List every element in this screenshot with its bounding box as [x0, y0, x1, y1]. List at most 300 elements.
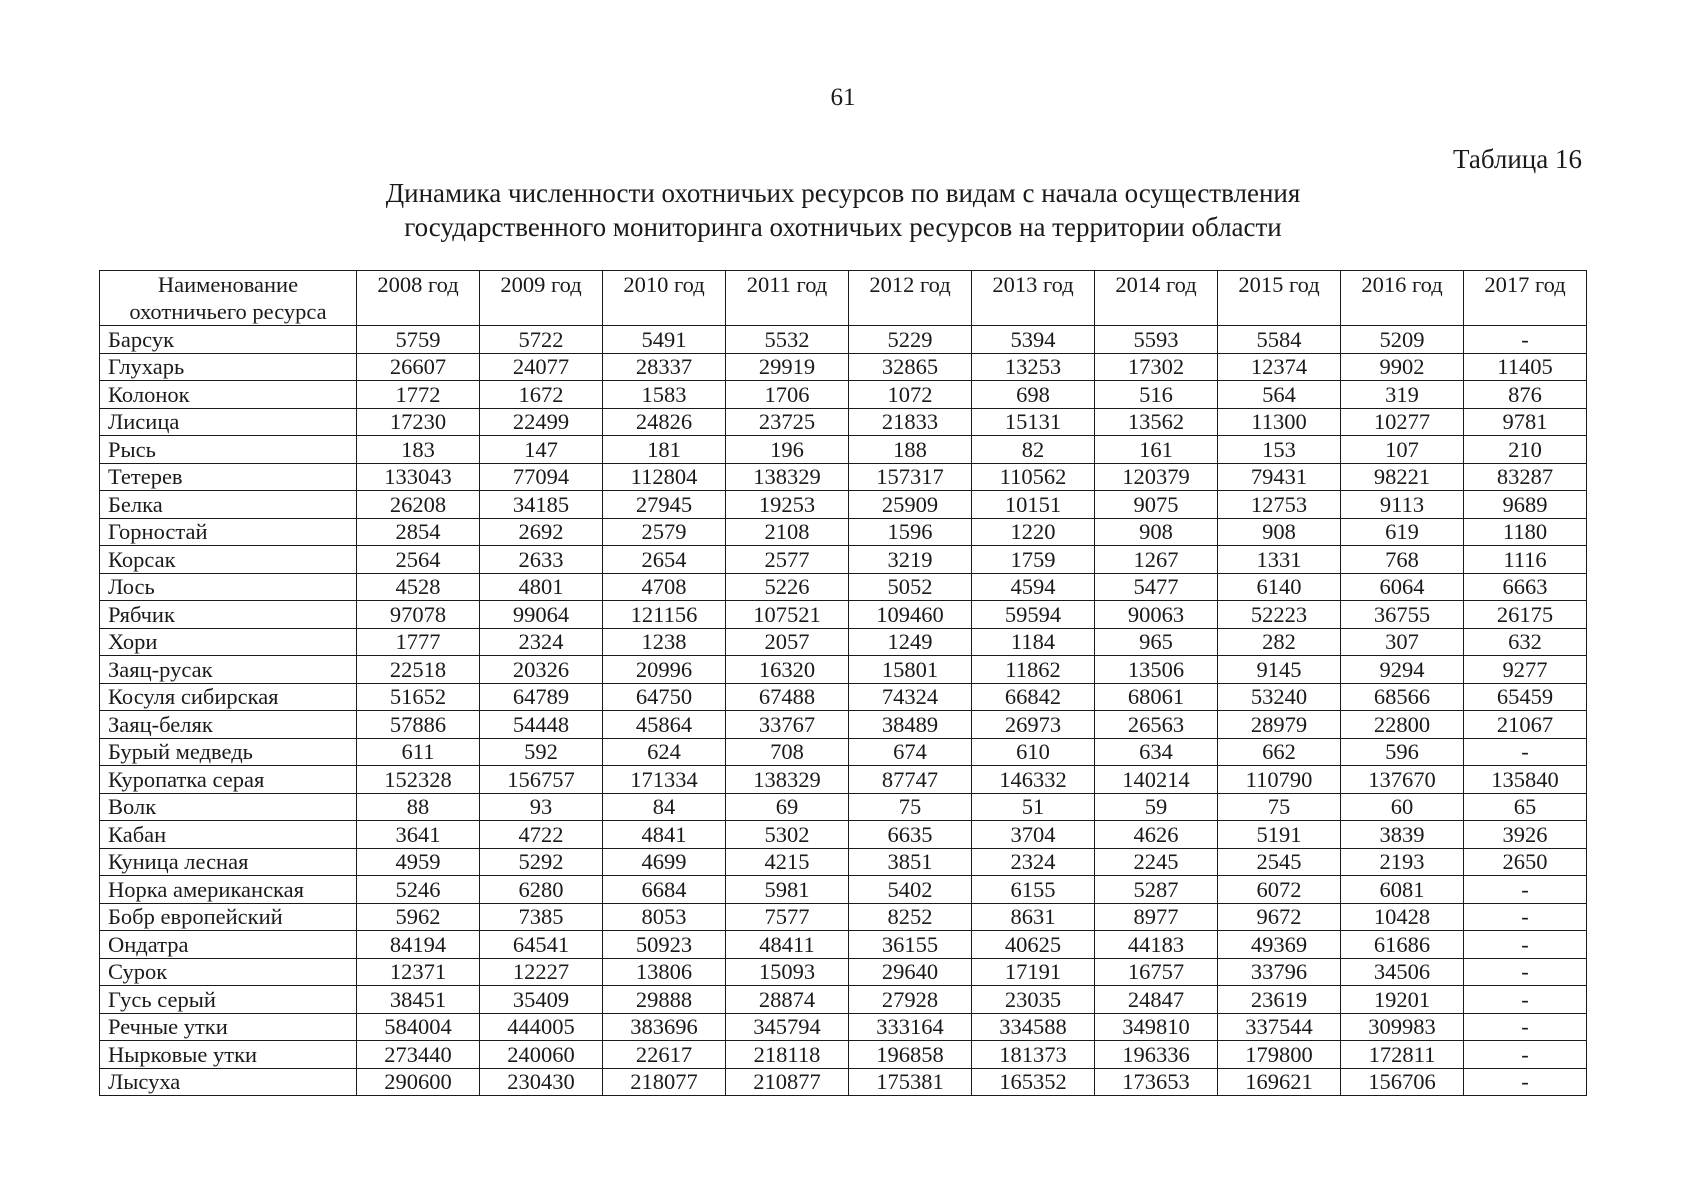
- value-cell: 152328: [357, 766, 480, 794]
- table-row: [100, 353, 1587, 381]
- value-cell: 54448: [480, 711, 603, 739]
- resource-name-cell: Ондатра: [100, 931, 357, 959]
- value-cell: 156757: [480, 766, 603, 794]
- resource-name-cell: Сурок: [100, 958, 357, 986]
- value-cell: 38451: [357, 986, 480, 1014]
- value-cell: 5226: [726, 573, 849, 601]
- value-cell: 133043: [357, 463, 480, 491]
- value-cell: 4722: [480, 821, 603, 849]
- value-cell: 2108: [726, 518, 849, 546]
- value-cell: 181: [603, 436, 726, 464]
- value-cell: 60: [1341, 793, 1464, 821]
- value-cell: 69: [726, 793, 849, 821]
- value-cell: 3851: [849, 848, 972, 876]
- table-row: [100, 931, 1587, 959]
- value-cell: 8977: [1095, 903, 1218, 931]
- resource-name-cell: Норка американская: [100, 876, 357, 904]
- value-cell: 17302: [1095, 353, 1218, 381]
- value-cell: 634: [1095, 738, 1218, 766]
- value-cell: 40625: [972, 931, 1095, 959]
- value-cell: 1583: [603, 381, 726, 409]
- value-cell: 24847: [1095, 986, 1218, 1014]
- value-cell: 908: [1218, 518, 1341, 546]
- value-cell: 674: [849, 738, 972, 766]
- value-cell: 610: [972, 738, 1095, 766]
- value-cell: 5402: [849, 876, 972, 904]
- resource-name-cell: Заяц-русак: [100, 656, 357, 684]
- value-cell: 196336: [1095, 1041, 1218, 1069]
- header-year-2008: 2008 год: [357, 271, 480, 326]
- resource-name-cell: Лось: [100, 573, 357, 601]
- value-cell: 183: [357, 436, 480, 464]
- value-cell: 1184: [972, 628, 1095, 656]
- value-cell: 1116: [1464, 546, 1587, 574]
- value-cell: 1596: [849, 518, 972, 546]
- value-cell: 16320: [726, 656, 849, 684]
- value-cell: 28979: [1218, 711, 1341, 739]
- page-number: 61: [830, 84, 856, 111]
- value-cell: 6081: [1341, 876, 1464, 904]
- value-cell: 165352: [972, 1068, 1095, 1096]
- value-cell: 10428: [1341, 903, 1464, 931]
- value-cell: 97078: [357, 601, 480, 629]
- header-year-2014: 2014 год: [1095, 271, 1218, 326]
- value-cell: 29888: [603, 986, 726, 1014]
- header-resource-name: Наименование охотничьего ресурса: [100, 271, 357, 326]
- value-cell: 188: [849, 436, 972, 464]
- value-cell: 77094: [480, 463, 603, 491]
- value-cell: 564: [1218, 381, 1341, 409]
- value-cell: 64789: [480, 683, 603, 711]
- value-cell: 611: [357, 738, 480, 766]
- value-cell: 172811: [1341, 1041, 1464, 1069]
- value-cell: 768: [1341, 546, 1464, 574]
- value-cell: 2577: [726, 546, 849, 574]
- table-row: [100, 436, 1587, 464]
- value-cell: 75: [1218, 793, 1341, 821]
- value-cell: 138329: [726, 463, 849, 491]
- value-cell: 173653: [1095, 1068, 1218, 1096]
- value-cell: -: [1464, 931, 1587, 959]
- value-cell: 5191: [1218, 821, 1341, 849]
- value-cell: 21067: [1464, 711, 1587, 739]
- value-cell: 345794: [726, 1013, 849, 1041]
- value-cell: 13806: [603, 958, 726, 986]
- value-cell: 698: [972, 381, 1095, 409]
- header-year-2010: 2010 год: [603, 271, 726, 326]
- table-row: [100, 381, 1587, 409]
- value-cell: 908: [1095, 518, 1218, 546]
- value-cell: 4215: [726, 848, 849, 876]
- value-cell: 196: [726, 436, 849, 464]
- resource-name-cell: Бобр европейский: [100, 903, 357, 931]
- value-cell: 5302: [726, 821, 849, 849]
- header-year-2015: 2015 год: [1218, 271, 1341, 326]
- resource-name-cell: Рябчик: [100, 601, 357, 629]
- value-cell: 19201: [1341, 986, 1464, 1014]
- value-cell: 6635: [849, 821, 972, 849]
- value-cell: 2633: [480, 546, 603, 574]
- value-cell: 74324: [849, 683, 972, 711]
- value-cell: 15093: [726, 958, 849, 986]
- value-cell: 4801: [480, 573, 603, 601]
- value-cell: 1759: [972, 546, 1095, 574]
- table-row: [100, 711, 1587, 739]
- value-cell: 6064: [1341, 573, 1464, 601]
- header-year-2013: 2013 год: [972, 271, 1095, 326]
- value-cell: 5981: [726, 876, 849, 904]
- value-cell: 29919: [726, 353, 849, 381]
- value-cell: 2854: [357, 518, 480, 546]
- value-cell: 2579: [603, 518, 726, 546]
- value-cell: 138329: [726, 766, 849, 794]
- value-cell: 5246: [357, 876, 480, 904]
- table-row: [100, 573, 1587, 601]
- value-cell: 20326: [480, 656, 603, 684]
- value-cell: 44183: [1095, 931, 1218, 959]
- value-cell: 9113: [1341, 491, 1464, 519]
- value-cell: 1777: [357, 628, 480, 656]
- value-cell: 13562: [1095, 408, 1218, 436]
- value-cell: 53240: [1218, 683, 1341, 711]
- value-cell: 51652: [357, 683, 480, 711]
- value-cell: 21833: [849, 408, 972, 436]
- value-cell: 99064: [480, 601, 603, 629]
- value-cell: 68566: [1341, 683, 1464, 711]
- value-cell: 9294: [1341, 656, 1464, 684]
- value-cell: 9781: [1464, 408, 1587, 436]
- value-cell: 67488: [726, 683, 849, 711]
- value-cell: -: [1464, 958, 1587, 986]
- resource-name-cell: Куница лесная: [100, 848, 357, 876]
- table-row: [100, 601, 1587, 629]
- value-cell: 708: [726, 738, 849, 766]
- resource-name-cell: Барсук: [100, 326, 357, 354]
- value-cell: 107: [1341, 436, 1464, 464]
- value-cell: 444005: [480, 1013, 603, 1041]
- value-cell: 2245: [1095, 848, 1218, 876]
- value-cell: -: [1464, 1068, 1587, 1096]
- value-cell: 2564: [357, 546, 480, 574]
- value-cell: 48411: [726, 931, 849, 959]
- value-cell: 8631: [972, 903, 1095, 931]
- value-cell: -: [1464, 326, 1587, 354]
- value-cell: 35409: [480, 986, 603, 1014]
- value-cell: 218077: [603, 1068, 726, 1096]
- table-label: Таблица 16: [1453, 144, 1582, 174]
- value-cell: 1180: [1464, 518, 1587, 546]
- value-cell: 1267: [1095, 546, 1218, 574]
- value-cell: 33796: [1218, 958, 1341, 986]
- value-cell: 9902: [1341, 353, 1464, 381]
- resource-name-cell: Рысь: [100, 436, 357, 464]
- value-cell: 36755: [1341, 601, 1464, 629]
- value-cell: 1249: [849, 628, 972, 656]
- table-row: [100, 958, 1587, 986]
- resource-name-cell: Заяц-беляк: [100, 711, 357, 739]
- value-cell: 175381: [849, 1068, 972, 1096]
- value-cell: 22617: [603, 1041, 726, 1069]
- value-cell: 137670: [1341, 766, 1464, 794]
- value-cell: 157317: [849, 463, 972, 491]
- value-cell: 8252: [849, 903, 972, 931]
- value-cell: 32865: [849, 353, 972, 381]
- value-cell: 16757: [1095, 958, 1218, 986]
- value-cell: 57886: [357, 711, 480, 739]
- value-cell: 584004: [357, 1013, 480, 1041]
- table-row: [100, 683, 1587, 711]
- value-cell: -: [1464, 1041, 1587, 1069]
- value-cell: 26607: [357, 353, 480, 381]
- value-cell: 36155: [849, 931, 972, 959]
- value-cell: -: [1464, 876, 1587, 904]
- value-cell: 26973: [972, 711, 1095, 739]
- table-row: [100, 656, 1587, 684]
- value-cell: 662: [1218, 738, 1341, 766]
- resource-name-cell: Хори: [100, 628, 357, 656]
- value-cell: 5394: [972, 326, 1095, 354]
- value-cell: 4699: [603, 848, 726, 876]
- value-cell: 82: [972, 436, 1095, 464]
- value-cell: 337544: [1218, 1013, 1341, 1041]
- header-year-2017: 2017 год: [1464, 271, 1587, 326]
- value-cell: 23619: [1218, 986, 1341, 1014]
- value-cell: 120379: [1095, 463, 1218, 491]
- resource-name-cell: Куропатка серая: [100, 766, 357, 794]
- value-cell: 15801: [849, 656, 972, 684]
- value-cell: 11300: [1218, 408, 1341, 436]
- value-cell: 28874: [726, 986, 849, 1014]
- value-cell: 19253: [726, 491, 849, 519]
- value-cell: 34506: [1341, 958, 1464, 986]
- value-cell: 12371: [357, 958, 480, 986]
- value-cell: 6684: [603, 876, 726, 904]
- value-cell: 61686: [1341, 931, 1464, 959]
- value-cell: 516: [1095, 381, 1218, 409]
- value-cell: 592: [480, 738, 603, 766]
- value-cell: 6155: [972, 876, 1095, 904]
- value-cell: 7385: [480, 903, 603, 931]
- value-cell: 15131: [972, 408, 1095, 436]
- value-cell: 240060: [480, 1041, 603, 1069]
- resource-name-cell: Бурый медведь: [100, 738, 357, 766]
- value-cell: 309983: [1341, 1013, 1464, 1041]
- table-body: [100, 326, 1587, 1096]
- value-cell: 624: [603, 738, 726, 766]
- value-cell: 3219: [849, 546, 972, 574]
- value-cell: 1331: [1218, 546, 1341, 574]
- value-cell: 65459: [1464, 683, 1587, 711]
- resource-name-cell: Тетерев: [100, 463, 357, 491]
- value-cell: 9075: [1095, 491, 1218, 519]
- value-cell: 596: [1341, 738, 1464, 766]
- value-cell: 5491: [603, 326, 726, 354]
- value-cell: 153: [1218, 436, 1341, 464]
- table-row: [100, 1041, 1587, 1069]
- value-cell: 5477: [1095, 573, 1218, 601]
- value-cell: 632: [1464, 628, 1587, 656]
- value-cell: 84194: [357, 931, 480, 959]
- value-cell: 161: [1095, 436, 1218, 464]
- value-cell: 1672: [480, 381, 603, 409]
- value-cell: 22499: [480, 408, 603, 436]
- table-row: [100, 876, 1587, 904]
- value-cell: 121156: [603, 601, 726, 629]
- value-cell: -: [1464, 986, 1587, 1014]
- value-cell: 49369: [1218, 931, 1341, 959]
- table-title-line-1: Динамика численности охотничьих ресурсов по видам с начала осуществления: [385, 178, 1301, 208]
- resource-name-cell: Волк: [100, 793, 357, 821]
- value-cell: 26208: [357, 491, 480, 519]
- value-cell: 5759: [357, 326, 480, 354]
- value-cell: 11405: [1464, 353, 1587, 381]
- value-cell: 2324: [480, 628, 603, 656]
- value-cell: -: [1464, 738, 1587, 766]
- header-year-2012: 2012 год: [849, 271, 972, 326]
- value-cell: 4841: [603, 821, 726, 849]
- value-cell: 5722: [480, 326, 603, 354]
- value-cell: 140214: [1095, 766, 1218, 794]
- value-cell: 29640: [849, 958, 972, 986]
- value-cell: 33767: [726, 711, 849, 739]
- value-cell: 2692: [480, 518, 603, 546]
- value-cell: 23035: [972, 986, 1095, 1014]
- value-cell: 75: [849, 793, 972, 821]
- value-cell: 4626: [1095, 821, 1218, 849]
- value-cell: 2193: [1341, 848, 1464, 876]
- resource-name-cell: Колонок: [100, 381, 357, 409]
- header-year-2009: 2009 год: [480, 271, 603, 326]
- value-cell: 11862: [972, 656, 1095, 684]
- value-cell: 1220: [972, 518, 1095, 546]
- value-cell: 3926: [1464, 821, 1587, 849]
- value-cell: 334588: [972, 1013, 1095, 1041]
- value-cell: 26563: [1095, 711, 1218, 739]
- resource-name-cell: Лысуха: [100, 1068, 357, 1096]
- table-row: [100, 766, 1587, 794]
- value-cell: 965: [1095, 628, 1218, 656]
- resource-name-cell: Лисица: [100, 408, 357, 436]
- value-cell: 876: [1464, 381, 1587, 409]
- value-cell: 282: [1218, 628, 1341, 656]
- value-cell: 59594: [972, 601, 1095, 629]
- value-cell: 84: [603, 793, 726, 821]
- value-cell: 10151: [972, 491, 1095, 519]
- value-cell: 7577: [726, 903, 849, 931]
- value-cell: 9672: [1218, 903, 1341, 931]
- value-cell: 319: [1341, 381, 1464, 409]
- table-title-line-2: государственного мониторинга охотничьих ресурсов на территории области: [404, 212, 1282, 242]
- resource-name-cell: Кабан: [100, 821, 357, 849]
- table-row: [100, 1068, 1587, 1096]
- value-cell: 2650: [1464, 848, 1587, 876]
- value-cell: 24077: [480, 353, 603, 381]
- value-cell: 5532: [726, 326, 849, 354]
- value-cell: 4594: [972, 573, 1095, 601]
- resource-name-cell: Нырковые утки: [100, 1041, 357, 1069]
- value-cell: 179800: [1218, 1041, 1341, 1069]
- value-cell: 196858: [849, 1041, 972, 1069]
- table-header-row: [100, 271, 1587, 326]
- value-cell: 38489: [849, 711, 972, 739]
- table-row: [100, 903, 1587, 931]
- value-cell: 64750: [603, 683, 726, 711]
- value-cell: 9689: [1464, 491, 1587, 519]
- table-row: [100, 408, 1587, 436]
- resource-name-cell: Косуля сибирская: [100, 683, 357, 711]
- value-cell: 6663: [1464, 573, 1587, 601]
- table-row: [100, 546, 1587, 574]
- table-row: [100, 628, 1587, 656]
- value-cell: 112804: [603, 463, 726, 491]
- value-cell: 51: [972, 793, 1095, 821]
- value-cell: 83287: [1464, 463, 1587, 491]
- value-cell: 25909: [849, 491, 972, 519]
- value-cell: 4959: [357, 848, 480, 876]
- value-cell: 12227: [480, 958, 603, 986]
- value-cell: 27945: [603, 491, 726, 519]
- value-cell: 9277: [1464, 656, 1587, 684]
- value-cell: 135840: [1464, 766, 1587, 794]
- value-cell: 210: [1464, 436, 1587, 464]
- value-cell: 5584: [1218, 326, 1341, 354]
- value-cell: 5229: [849, 326, 972, 354]
- value-cell: 619: [1341, 518, 1464, 546]
- value-cell: 230430: [480, 1068, 603, 1096]
- value-cell: 4528: [357, 573, 480, 601]
- value-cell: 28337: [603, 353, 726, 381]
- population-table: [99, 270, 1587, 1096]
- value-cell: 2324: [972, 848, 1095, 876]
- value-cell: 107521: [726, 601, 849, 629]
- table-row: [100, 1013, 1587, 1041]
- value-cell: 181373: [972, 1041, 1095, 1069]
- value-cell: -: [1464, 903, 1587, 931]
- value-cell: 17191: [972, 958, 1095, 986]
- value-cell: 5052: [849, 573, 972, 601]
- value-cell: 23725: [726, 408, 849, 436]
- table-row: [100, 986, 1587, 1014]
- value-cell: 109460: [849, 601, 972, 629]
- table-title: [0, 176, 1686, 244]
- value-cell: 22800: [1341, 711, 1464, 739]
- value-cell: 4708: [603, 573, 726, 601]
- resource-name-cell: Белка: [100, 491, 357, 519]
- value-cell: 64541: [480, 931, 603, 959]
- resource-name-cell: Корсак: [100, 546, 357, 574]
- value-cell: 169621: [1218, 1068, 1341, 1096]
- value-cell: 218118: [726, 1041, 849, 1069]
- resource-name-cell: Гусь серый: [100, 986, 357, 1014]
- value-cell: 12374: [1218, 353, 1341, 381]
- value-cell: 5593: [1095, 326, 1218, 354]
- value-cell: 24826: [603, 408, 726, 436]
- value-cell: 147: [480, 436, 603, 464]
- value-cell: 12753: [1218, 491, 1341, 519]
- value-cell: 65: [1464, 793, 1587, 821]
- value-cell: 273440: [357, 1041, 480, 1069]
- value-cell: 307: [1341, 628, 1464, 656]
- value-cell: 2654: [603, 546, 726, 574]
- value-cell: 349810: [1095, 1013, 1218, 1041]
- value-cell: 9145: [1218, 656, 1341, 684]
- table-row: [100, 821, 1587, 849]
- value-cell: 27928: [849, 986, 972, 1014]
- value-cell: 87747: [849, 766, 972, 794]
- header-year-2016: 2016 год: [1341, 271, 1464, 326]
- table-row: [100, 848, 1587, 876]
- value-cell: 22518: [357, 656, 480, 684]
